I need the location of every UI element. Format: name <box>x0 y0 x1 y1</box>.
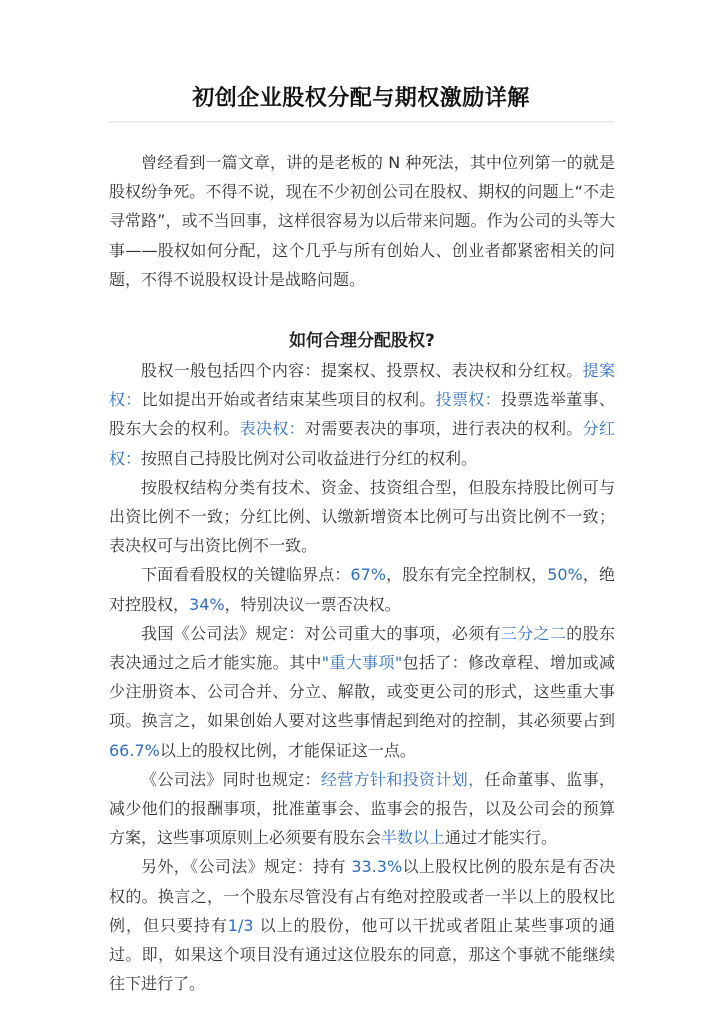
text-run: 按股权结构分类有技术、资金、技资组合型，但股东持股比例可与出资比例不一致；分红比例、认缴新增资本比例可与出资比例不一致；表决权可与出资比例不一致。 <box>109 477 615 556</box>
paragraph-company-law-major-matters <box>109 619 615 765</box>
text-run: 按照自己持股比例对公司收益进行分红的权利。 <box>141 448 478 468</box>
text-run: ，绝对控股权， <box>109 565 615 614</box>
text-run: 《公司法》同时也规定： <box>141 769 321 789</box>
text-run: 对需要表决的事项，进行表决的权利。 <box>304 419 583 439</box>
paragraph-equity-structure <box>109 473 615 561</box>
highlight-67-percent: 67% <box>350 565 386 585</box>
highlight-66-7-percent: 66.7% <box>109 740 160 760</box>
highlight-majority: 半数以上 <box>381 828 446 848</box>
highlight-major-matters: "重大事项" <box>321 653 403 673</box>
text-run: 投票选举董事、股东大会的权利。 <box>109 390 615 439</box>
text-run: 通过才能实行。 <box>445 828 558 848</box>
highlight-34-percent: 34% <box>189 594 225 614</box>
text-run: 我国《公司法》规定：对公司重大的事项，必须有 <box>141 623 501 643</box>
highlight-decision-right: 表决权： <box>239 419 305 439</box>
highlight-33-3-percent: 33.3% <box>351 857 403 877</box>
text-run: 的股东表决通过之后才能实施。其中 <box>109 623 615 673</box>
text-run: 以上股权比例的股东是有否决权的。换言之，一个股东尽管没有占有绝对控股或者一半以上的股权比例，但只要持有 <box>109 857 615 935</box>
article-body <box>109 148 615 998</box>
text-run: ，特别决议一票否决权。 <box>224 594 401 614</box>
text-run: 任命董事、监事，减少他们的报酬事项，批准董事会、监事会的报告，以及公司会的预算方案，这些事项原则上必须要有股东会 <box>109 769 615 848</box>
highlight-dividend-right: 分红权： <box>109 419 615 468</box>
article-title: 初创企业股权分配与期权激励详解 <box>192 86 530 111</box>
text-run: 另外，《公司法》规定：持有 <box>141 857 352 877</box>
text-run: 包括了：修改章程、增加或减少注册资本、公司合并、分立、解散，或变更公司的形式，这些重大事项。换言之，如果创始人要对这些事情起到绝对的控制，其必须要占到 <box>109 653 615 731</box>
paragraph-company-law-majority <box>109 765 615 853</box>
text-run: 比如提出开始或者结束某些项目的权利。 <box>141 390 436 410</box>
paragraph-veto-right <box>109 852 615 998</box>
text-run: 以上的股份，他可以干扰或者阻止某些事项的通过。即，如果这个项目没有通过这位股东的同意，那这个事就不能继续往下进行了。 <box>109 915 615 994</box>
highlight-one-third: 1/3 <box>227 915 254 935</box>
text-run: 以上的股权比例，才能保证这一点。 <box>159 740 416 760</box>
paragraph-equity-rights <box>109 356 615 473</box>
text-run: 下面看看股权的关键临界点： <box>141 565 351 585</box>
text-run: ，股东有完全控制权， <box>385 565 548 585</box>
paragraph-critical-points <box>109 560 615 618</box>
highlight-50-percent: 50% <box>547 565 583 585</box>
section-heading: 如何合理分配股权? <box>289 331 435 352</box>
highlight-two-thirds: 三分之二 <box>500 623 567 643</box>
intro-paragraph <box>109 148 615 294</box>
intro-text: 曾经看到一篇文章，讲的是老板的 N 种死法，其中位列第一的就是股权纷争死。不得不说，现在不少初创公司在股权、期权的问题上“不走寻常路”，或不当回事，这样很容易为以后带来问题。作为公司的头等大事——股权如何分配，这个几乎与所有创始人、创业者都紧密相关的问题，不得不说股权设计是战略问题。 <box>109 153 615 289</box>
text-run: 股权一般包括四个内容：提案权、投票权、表决权和分红权。 <box>141 361 583 381</box>
highlight-voting-right: 投票权： <box>435 390 501 410</box>
highlight-business-policy: 经营方针和投资计划， <box>320 769 485 789</box>
title-divider <box>108 121 614 123</box>
highlight-proposal-right: 提案权： <box>109 361 615 410</box>
